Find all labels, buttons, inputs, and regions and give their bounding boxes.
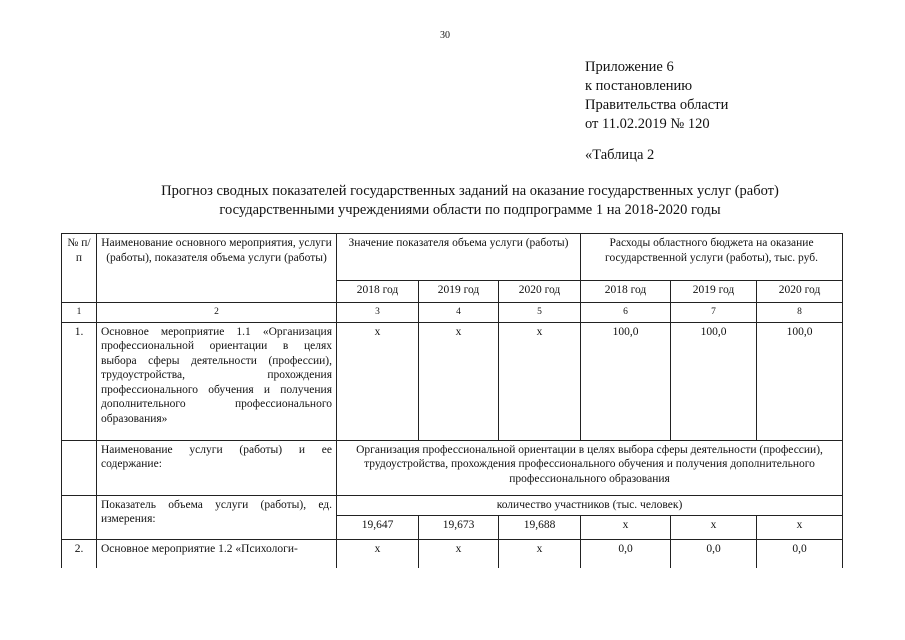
header-row [62, 234, 843, 281]
title-line-2: государственными учреждениями области по подпрограмме 1 на 2018-2020 годы [219, 202, 721, 218]
service-value: Организация профессиональной ориентации в целях выбора сферы деятельности (профессии), трудоустройства, прохождения профессионального обучения и получения дополнительного профессионального образования [337, 440, 843, 495]
header-year: 2019 год [671, 281, 757, 303]
column-number: 6 [581, 303, 671, 323]
appendix-line: от 11.02.2019 № 120 [585, 116, 710, 132]
value-cell: x [757, 515, 843, 539]
empty-cell [62, 440, 97, 495]
indicator-unit: количество участников (тыс. человек) [337, 495, 843, 515]
header-year: 2018 год [337, 281, 419, 303]
header-year: 2020 год [757, 281, 843, 303]
value-cell: 0,0 [671, 539, 757, 579]
table-label: «Таблица 2 [585, 147, 655, 163]
header-budget: Расходы областного бюджета на оказание государственной услуги (работы), тыс. руб. [581, 234, 843, 281]
value-cell: 19,688 [499, 515, 581, 539]
activity-name: Основное мероприятие 1.1 «Организация профессиональной ориентации в целях выбора сферы деятельности (профессии), трудоустройства, прохождения профессионального обучения и получения дополнительного профессионального образования» [97, 322, 337, 440]
value-cell: 19,673 [419, 515, 499, 539]
appendix-block [585, 58, 728, 134]
row-number: 2. [62, 539, 97, 579]
value-cell: 19,647 [337, 515, 419, 539]
header-year: 2020 год [499, 281, 581, 303]
table-row [62, 322, 843, 440]
header-volume: Значение показателя объема услуги (работы) [337, 234, 581, 281]
value-cell: x [499, 322, 581, 440]
value-cell: 100,0 [757, 322, 843, 440]
column-number: 2 [97, 303, 337, 323]
column-number: 7 [671, 303, 757, 323]
appendix-line: Правительства области [585, 97, 729, 113]
page-number: 30 [440, 30, 450, 41]
header-name: Наименование основного мероприятия, услуги (работы), показателя объема услуги (работы) [97, 234, 337, 303]
value-cell: 0,0 [581, 539, 671, 579]
service-name-row [62, 440, 843, 495]
value-cell: x [671, 515, 757, 539]
empty-cell [62, 495, 97, 539]
value-cell: 0,0 [757, 539, 843, 579]
activity-name: Основное мероприятие 1.2 «Психологи- [97, 539, 337, 579]
value-cell: x [581, 515, 671, 539]
column-number: 3 [337, 303, 419, 323]
value-cell: 100,0 [581, 322, 671, 440]
title-line-1: Прогноз сводных показателей государственных заданий на оказание государственных услуг (работ) [161, 183, 779, 199]
appendix-line: Приложение 6 [585, 59, 674, 75]
indicator-row [62, 495, 843, 515]
indicator-label: Показатель объема услуги (работы), ед. измерения: [97, 495, 337, 539]
column-number: 4 [419, 303, 499, 323]
header-year: 2018 год [581, 281, 671, 303]
document-title [100, 182, 840, 220]
header-year: 2019 год [419, 281, 499, 303]
page-bottom-cutoff [0, 568, 905, 640]
value-cell: x [337, 539, 419, 579]
value-cell: 100,0 [671, 322, 757, 440]
column-number: 5 [499, 303, 581, 323]
value-cell: x [419, 322, 499, 440]
service-label: Наименование услуги (работы) и ее содержание: [97, 440, 337, 495]
header-num: № п/п [62, 234, 97, 303]
value-cell: x [499, 539, 581, 579]
column-number: 1 [62, 303, 97, 323]
column-number: 8 [757, 303, 843, 323]
appendix-line: к постановлению [585, 78, 693, 94]
forecast-table [61, 233, 843, 580]
column-numbers-row [62, 303, 843, 323]
row-number: 1. [62, 322, 97, 440]
value-cell: x [419, 539, 499, 579]
value-cell: x [337, 322, 419, 440]
